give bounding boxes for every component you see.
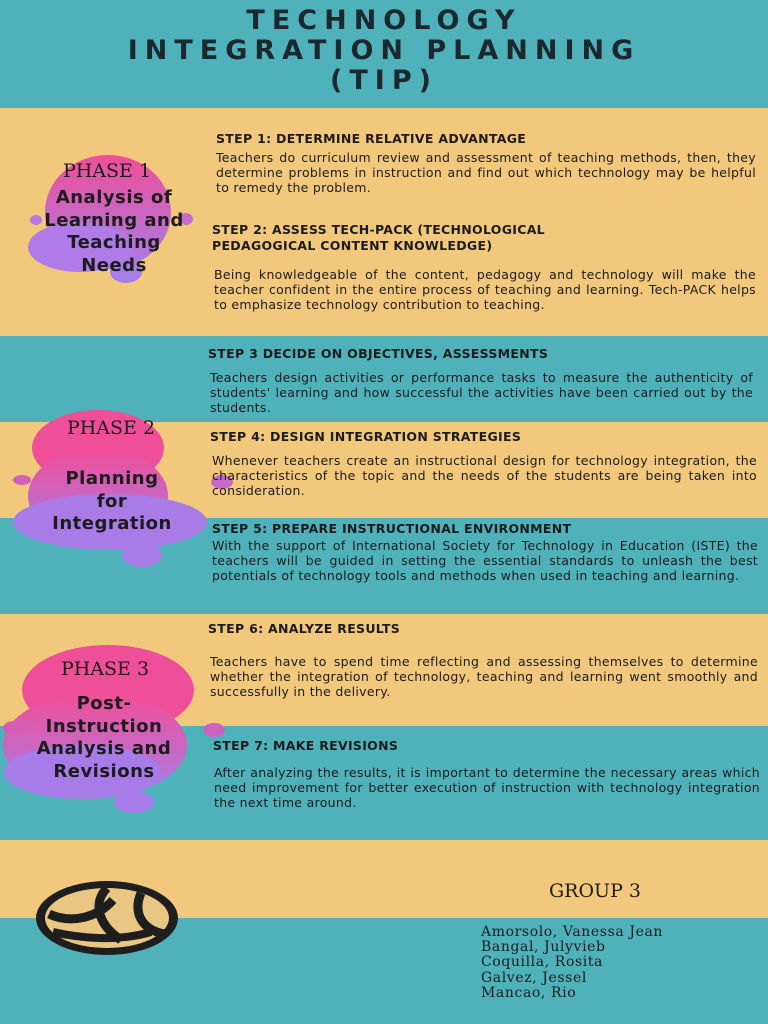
step5-text: With the support of International Society for Technology in Education (ISTE) the teachers will be guided in setting the essential standards to unleash the best potentials of technology tools and methods when used in teaching and learning.	[212, 538, 758, 583]
member-name: Bangal, Julyvieb	[481, 939, 606, 956]
phase1-label: PHASE 1	[62, 160, 152, 182]
phase2-name: Planning for Integration	[52, 468, 172, 534]
phase1-name: Analysis of Learning and Teaching Needs	[44, 187, 184, 276]
group-members	[481, 925, 663, 1001]
step7-heading: STEP 7: MAKE REVISIONS	[213, 738, 399, 753]
phase3-label: PHASE 3	[60, 658, 150, 680]
step5-heading: STEP 5: PREPARE INSTRUCTIONAL ENVIRONMENT	[212, 521, 572, 536]
step3-text: Teachers design activities or performance tasks to measure the authenticity of students' learning and how successful the activities have been carried out by the students.	[210, 370, 753, 415]
member-name: Mancao, Rio	[481, 984, 577, 1001]
title-line-3: (TIP)	[330, 65, 438, 96]
step1-text: Teachers do curriculum review and assessment of teaching methods, then, they determine problems in instruction and find out which technology may be helpful to remedy the problem.	[216, 150, 756, 195]
member-name: Amorsolo, Vanessa Jean	[481, 924, 664, 940]
phase2-label: PHASE 2	[66, 417, 156, 439]
title-line-1: TECHNOLOGY	[246, 5, 522, 36]
phase3-name: Post- Instruction Analysis and Revisions	[36, 693, 172, 782]
step6-text: Teachers have to spend time reflecting and assessing themselves to determine whether the integration of technology, teaching and learning went smoothly and successfully in the delivery.	[210, 654, 758, 699]
step2-heading: STEP 2: ASSESS TECH-PACK (TECHNOLOGICAL PEDAGOGICAL CONTENT KNOWLEDGE)	[212, 222, 545, 253]
volleyball-icon	[33, 878, 181, 958]
step4-text: Whenever teachers create an instructional design for technology integration, the characteristics of the topic and the needs of the students are being taken into consideration.	[212, 453, 757, 498]
step2-text: Being knowledgeable of the content, pedagogy and technology will make the teacher confident in the entire process of teaching and learning. Tech-PACK helps to emphasize technology contribution to teaching.	[214, 267, 756, 312]
group-title: GROUP 3	[549, 880, 641, 902]
step1-heading: STEP 1: DETERMINE RELATIVE ADVANTAGE	[216, 131, 527, 146]
step7-text: After analyzing the results, it is important to determine the necessary areas which need improvement for better execution of instruction with technology integration the next time around.	[214, 765, 760, 810]
step6-heading: STEP 6: ANALYZE RESULTS	[208, 621, 401, 636]
member-name: Galvez, Jessel	[481, 969, 587, 986]
step4-heading: STEP 4: DESIGN INTEGRATION STRATEGIES	[210, 429, 522, 444]
step3-heading: STEP 3 DECIDE ON OBJECTIVES, ASSESSMENTS	[208, 346, 549, 361]
title-line-2: INTEGRATION PLANNING	[127, 35, 641, 66]
member-name: Coquilla, Rosita	[481, 954, 604, 971]
